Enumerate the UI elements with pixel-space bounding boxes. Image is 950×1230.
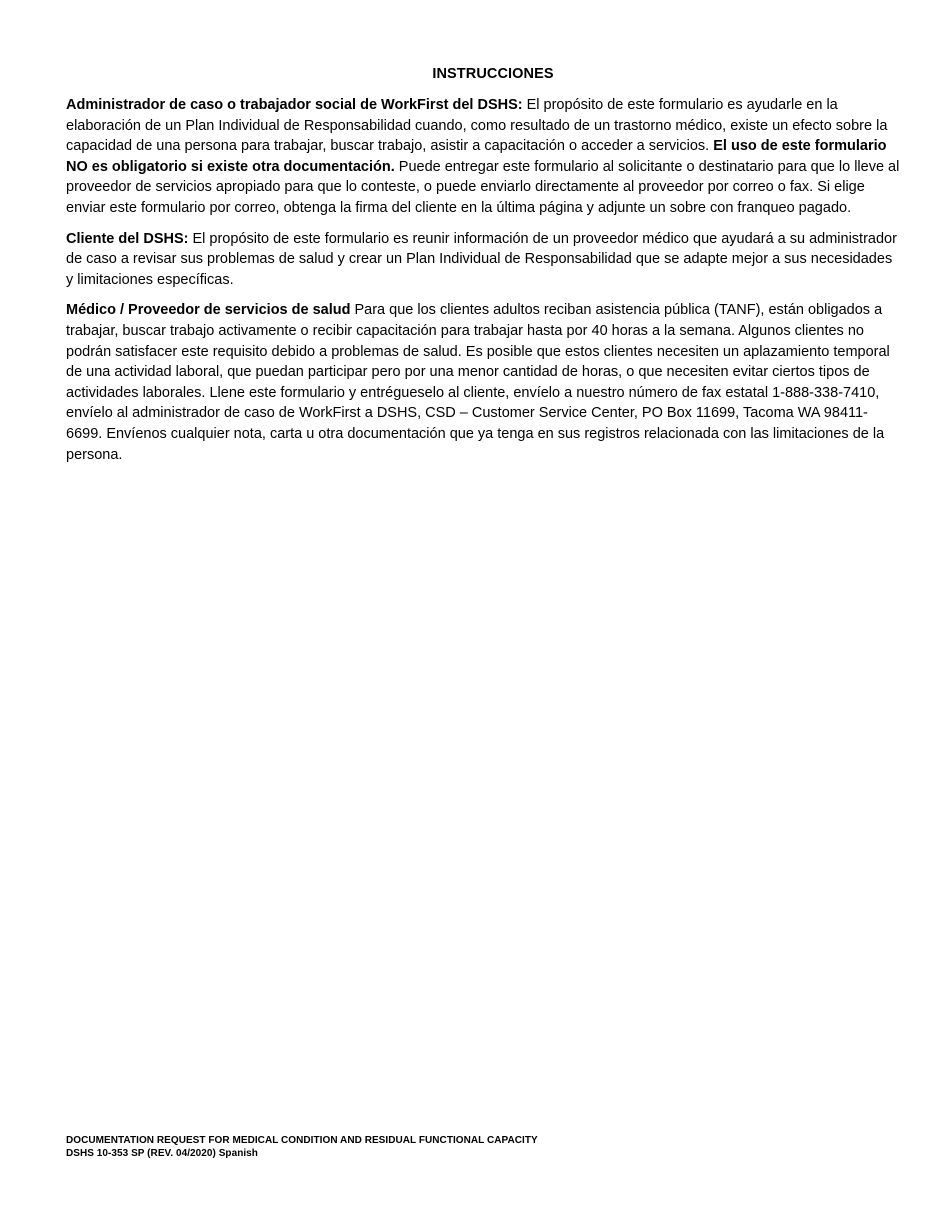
paragraph-heading-case-manager: Administrador de caso o trabajador social de WorkFirst del DSHS: (66, 97, 523, 113)
page-title: INSTRUCCIONES (432, 66, 554, 82)
paragraph-text: Para que los clientes adultos reciban asistencia pública (TANF), están obligados a trabajar, buscar trabajo activamente o recibir capacitación para trabajar hasta por 40 horas a la semana. Algunos clientes no podrán satisfacer este requisito debido a problemas de salud. Es posible que estos clientes necesiten un aplazamiento temporal de una actividad laboral, que puedan participar pero por una menor cantidad de horas, o que necesiten evitar ciertos tipos de actividades laborales. Llene este formulario y entrégueselo al cliente, envíelo a nuestro número de fax estatal 1-888-338-7410, envíelo al administrador de caso de WorkFirst a DSHS, CSD – Customer Service Center, PO Box 11699, Tacoma WA 98411-6699. Envíenos cualquier nota, carta u otra documentación que ya tenga en sus registros relacionada con las limitaciones de la persona. (66, 302, 890, 463)
instructions-body (66, 95, 900, 475)
footer-form-number: DSHS 10-353 SP (REV. 04/2020) Spanish (66, 1148, 258, 1159)
page-footer (66, 1134, 538, 1160)
paragraph-text: El propósito de este formulario es reunir información de un proveedor médico que ayudará a su administrador de caso a revisar sus problemas de salud y crear un Plan Individual de Responsabilidad que se adapte mejor a sus necesidades y limitaciones específicas. (66, 230, 897, 288)
paragraph-text: El propósito de este formulario es ayudarle en la elaboración de un Plan Individual de Responsabilidad cuando, como resultado de un trastorno médico, existe un efecto sobre la capacidad de una persona para trabajar, buscar trabajo, asistir a capacitación o acceder a servicios. (66, 97, 888, 155)
footer-form-title: DOCUMENTATION REQUEST FOR MEDICAL CONDITION AND RESIDUAL FUNCTIONAL CAPACITY (66, 1135, 538, 1146)
instructions-paragraph-provider (66, 300, 900, 465)
paragraph-heading-provider: Médico / Proveedor de servicios de salud (66, 302, 351, 319)
paragraph-heading-client: Cliente del DSHS: (66, 230, 189, 247)
instructions-paragraph-case-manager (66, 95, 900, 219)
paragraph-emphasis: El uso de este formulario NO es obligatorio si existe otra documentación. (66, 138, 887, 175)
instructions-paragraph-client (66, 229, 900, 291)
paragraph-text: Puede entregar este formulario al solicitante o destinatario para que lo lleve al proveedor de servicios apropiado para que lo conteste, o puede enviarlo directamente al proveedor por correo o fax. Si elige enviar este formulario por correo, obtenga la firma del cliente en la última página y adjunte un sobre con franqueo pagado. (66, 158, 900, 216)
